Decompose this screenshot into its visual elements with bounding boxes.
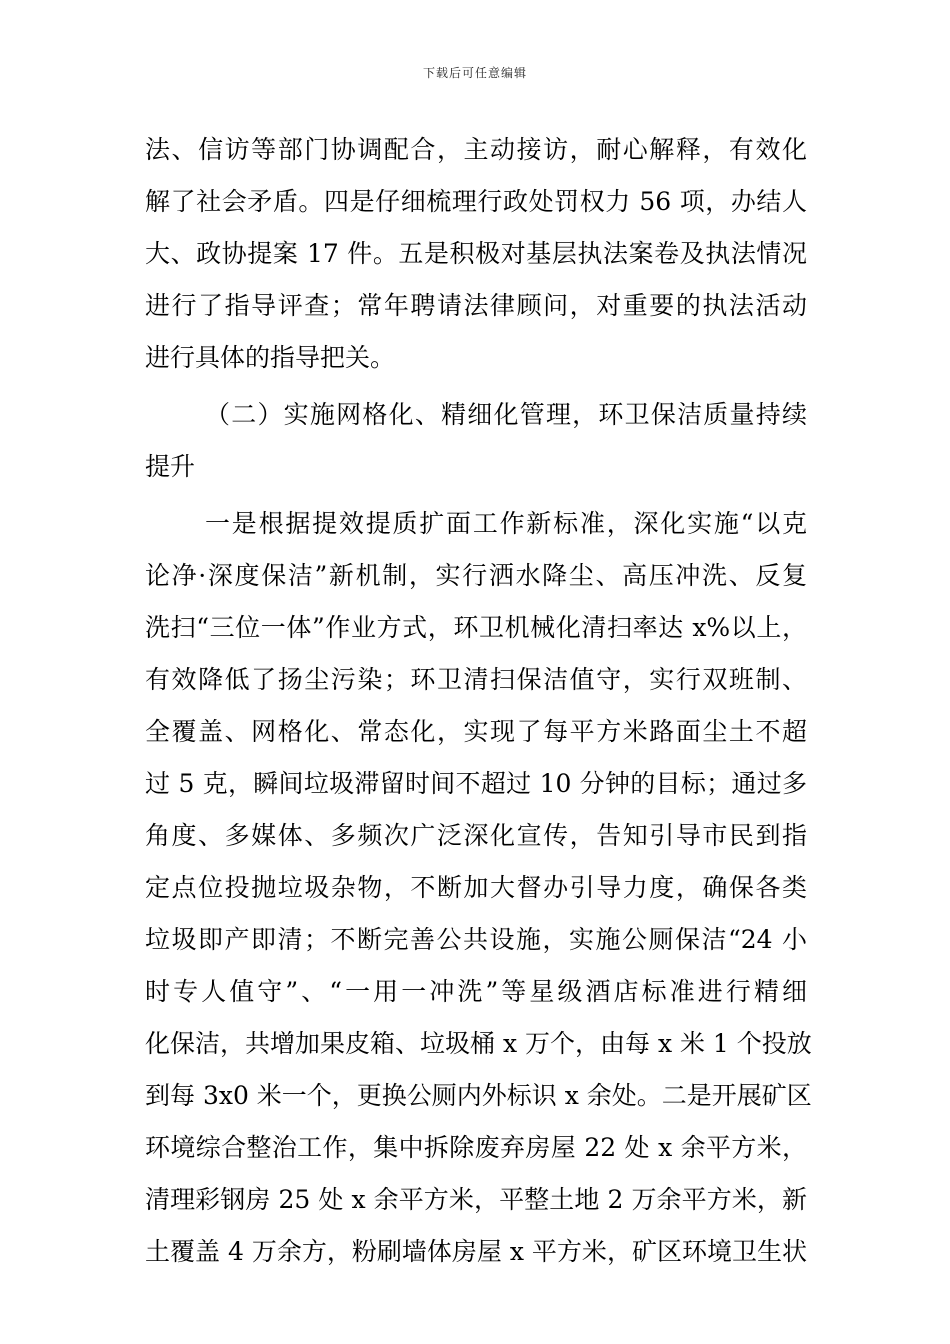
text-line: 环境综合整治工作，集中拆除废弃房屋 22 处 x 余平方米， [145,1133,807,1162]
text-line: 到每 3x0 米一个，更换公厕内外标识 x 余处。二是开展矿区 [145,1081,812,1110]
text-line: 角度、多媒体、多频次广泛深化宣传，告知引导市民到指 [145,821,807,850]
section-heading [145,393,807,497]
text-line: 提升 [145,452,196,481]
text-line: 洗扫“三位一体”作业方式，环卫机械化清扫率达 x%以上， [145,613,807,642]
text-line: 大、政协提案 17 件。五是积极对基层执法案卷及执法情况 [145,239,807,268]
paragraph [145,128,807,388]
text-line: 清理彩钢房 25 处 x 余平方米，平整土地 2 万余平方米，新 [145,1185,807,1214]
text-line: 法、信访等部门协调配合，主动接访，耐心解释，有效化 [145,135,807,164]
text-line: 过 5 克，瞬间垃圾滞留时间不超过 10 分钟的目标；通过多 [145,769,807,798]
text-line: 有效降低了扬尘污染；环卫清扫保洁值守，实行双班制、 [145,665,807,694]
text-line: 全覆盖、网格化、常态化，实现了每平方米路面尘土不超 [145,717,807,746]
text-line: 定点位投抛垃圾杂物，不断加大督办引导力度，确保各类 [145,873,807,902]
text-line: 一是根据提效提质扩面工作新标准，深化实施“以克 [205,509,807,538]
text-line: 化保洁，共增加果皮箱、垃圾桶 x 万个，由每 x 米 1 个投放 [145,1029,812,1058]
page-header: 下载后可任意编辑 [422,66,527,80]
text-line: 垃圾即产即清；不断完善公共设施，实施公厕保洁“24 小 [145,925,807,954]
text-line: 解了社会矛盾。四是仔细梳理行政处罚权力 56 项，办结人 [145,187,807,216]
text-line: 进行具体的指导把关。 [145,343,396,372]
text-line: （二）实施网格化、精细化管理，环卫保洁质量持续 [205,400,807,429]
document-body [145,128,812,1282]
paragraph [145,502,812,1282]
text-line: 论净·深度保洁”新机制，实行洒水降尘、高压冲洗、反复 [145,561,807,590]
text-line: 土覆盖 4 万余方，粉刷墙体房屋 x 平方米，矿区环境卫生状 [145,1237,807,1266]
text-line: 进行了指导评查；常年聘请法律顾问，对重要的执法活动 [145,291,807,320]
text-line: 时专人值守”、“一用一冲洗”等星级酒店标准进行精细 [145,977,807,1006]
